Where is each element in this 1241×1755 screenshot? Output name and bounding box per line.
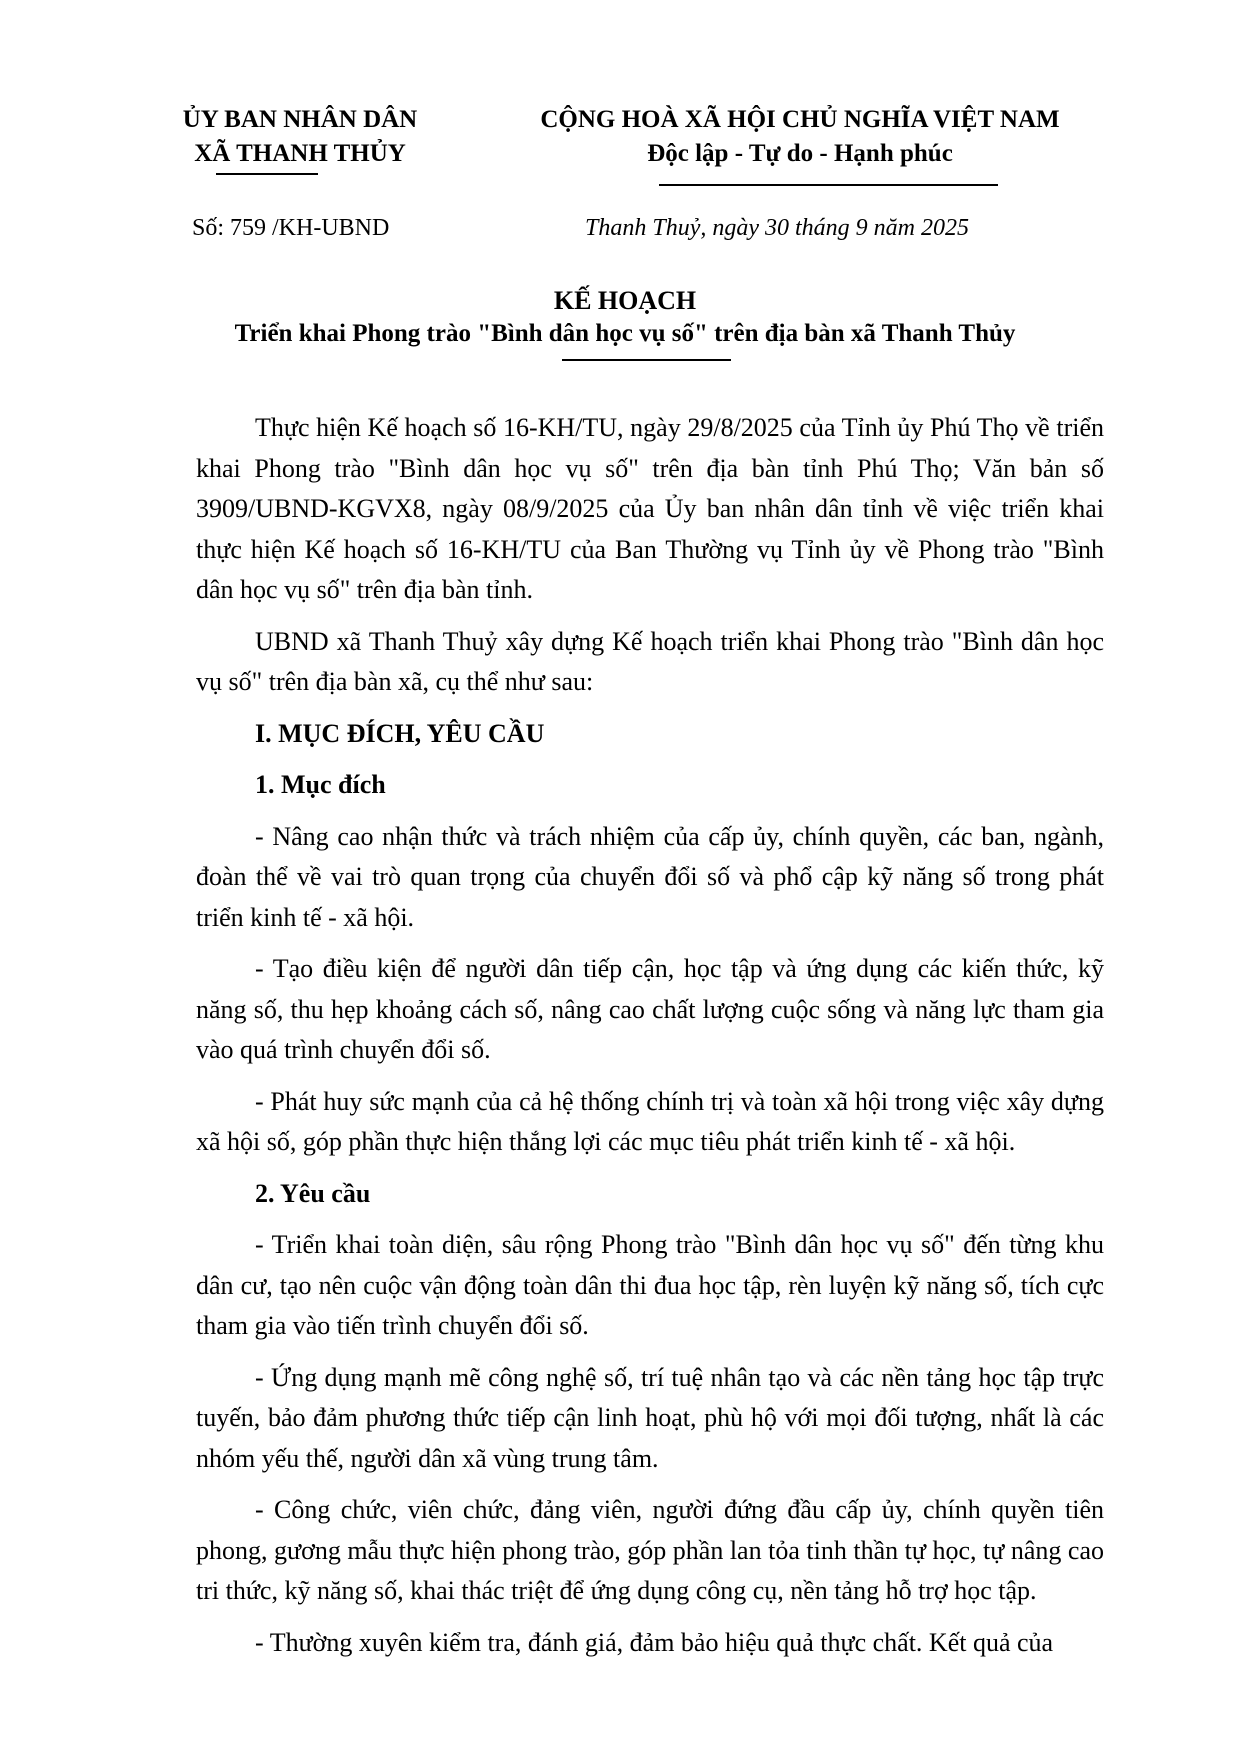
section-heading: I. MỤC ĐÍCH, YÊU CẦU: [255, 718, 545, 748]
subsection-heading: 2. Yêu cầu: [255, 1178, 371, 1208]
purpose-item: - Tạo điều kiện để người dân tiếp cận, học tập và ứng dụng các kiến thức, kỹ năng số, thu hẹp khoảng cách số, nâng cao chất lượng cuộc sống và năng lực tham gia vào quá trình chuyển đổi số.: [196, 954, 1104, 1064]
agency-line-1: ỦY BAN NHÂN DÂN: [182, 106, 418, 133]
document-number: Số: 759 /KH-UBND: [192, 215, 390, 241]
document-subtitle: Triển khai Phong trào "Bình dân học vụ số" trên địa bàn xã Thanh Thủy: [234, 320, 1016, 347]
requirement-item: - Ứng dụng mạnh mẽ công nghệ số, trí tuệ nhân tạo và các nền tảng học tập trực tuyến, bảo đảm phương thức tiếp cận linh hoạt, phù hộ với mọi đối tượng, nhất là các nhóm yếu thế, người dân xã vùng trung tâm.: [196, 1362, 1104, 1473]
agency-underline: [216, 173, 318, 175]
requirement-item: - Thường xuyên kiểm tra, đánh giá, đảm bảo hiệu quả thực chất. Kết quả của: [255, 1627, 1054, 1657]
country-name: CỘNG HOÀ XÃ HỘI CHỦ NGHĨA VIỆT NAM: [540, 106, 1060, 133]
motto: Độc lập - Tự do - Hạnh phúc: [647, 140, 953, 167]
document-title: KẾ HOẠCH: [553, 286, 697, 315]
title-underline: [562, 359, 731, 361]
requirement-item: - Triển khai toàn diện, sâu rộng Phong trào "Bình dân học vụ số" đến từng khu dân cư, tạo nên cuộc vận động toàn dân thi đua học tập, rèn luyện kỹ năng số, tích cực tham gia vào tiến trình chuyển đổi số.: [196, 1230, 1104, 1340]
requirement-item: - Công chức, viên chức, đảng viên, người đứng đầu cấp ủy, chính quyền tiên phong, gương mẫu thực hiện phong trào, góp phần lan tỏa tinh thần tự học, tự nâng cao tri thức, kỹ năng số, khai thác triệt để ứng dụng công cụ, nền tảng hỗ trợ học tập.: [196, 1495, 1104, 1605]
intro-paragraph: Thực hiện Kế hoạch số 16-KH/TU, ngày 29/8/2025 của Tỉnh ủy Phú Thọ về triển khai Phong trào "Bình dân học vụ số" trên địa bàn tỉnh Phú Thọ; Văn bản số 3909/UBND-KGVX8, ngày 08/9/2025 của Ủy ban nhân dân tỉnh về việc triển khai thực hiện Kế hoạch số 16-KH/TU của Ban Thường vụ Tỉnh ủy về Phong trào "Bình dân học vụ số" trên địa bàn tỉnh.: [196, 413, 1104, 604]
national-motto: [480, 103, 1120, 171]
subsection-heading: 1. Mục đích: [255, 770, 386, 799]
issuing-agency: [165, 103, 435, 171]
agency-line-2: XÃ THANH THỦY: [194, 140, 406, 167]
document-date: Thanh Thuỷ, ngày 30 tháng 9 năm 2025: [585, 215, 969, 241]
purpose-item: - Phát huy sức mạnh của cả hệ thống chính trị và toàn xã hội trong việc xây dựng xã hội số, góp phần thực hiện thắng lợi các mục tiêu phát triển kinh tế - xã hội.: [196, 1086, 1104, 1156]
intro-paragraph: UBND xã Thanh Thuỷ xây dựng Kế hoạch triển khai Phong trào "Bình dân học vụ số" trên địa bàn xã, cụ thể như sau:: [196, 626, 1104, 696]
motto-underline: [659, 184, 998, 186]
purpose-item: - Nâng cao nhận thức và trách nhiệm của cấp ủy, chính quyền, các ban, ngành, đoàn thể về vai trò quan trọng của chuyển đổi số và phổ cập kỹ năng số trong phát triển kinh tế - xã hội.: [196, 821, 1104, 932]
document-body: [196, 408, 1104, 1674]
